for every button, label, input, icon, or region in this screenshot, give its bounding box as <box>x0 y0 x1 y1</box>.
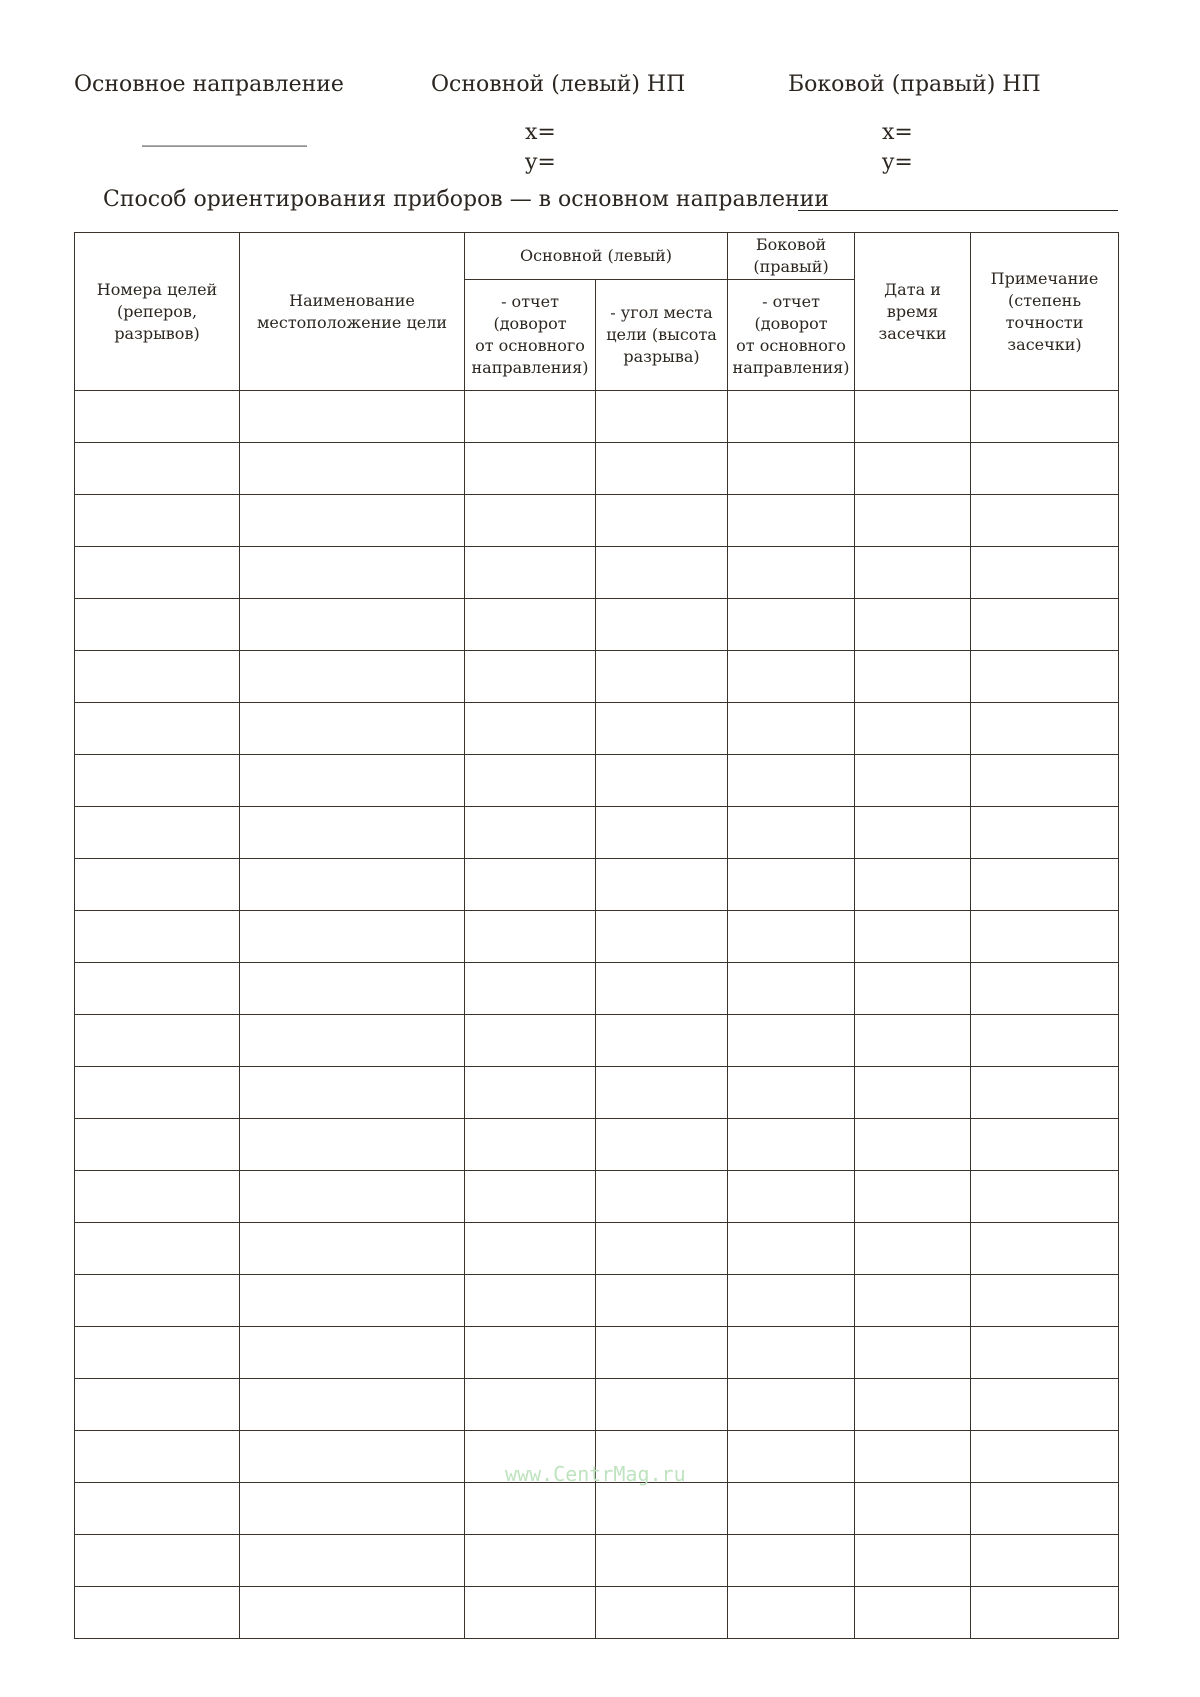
left-angle-cell[interactable] <box>596 807 728 859</box>
left-np-x: x= <box>525 120 556 145</box>
table-row <box>75 1067 1119 1119</box>
left-reading-cell[interactable] <box>465 1587 596 1639</box>
left-reading-cell[interactable] <box>465 703 596 755</box>
left-reading-cell[interactable] <box>465 1067 596 1119</box>
col-header-note: Примечание (степень точности засечки) <box>971 233 1119 391</box>
main-direction-blank[interactable]: _______________ <box>142 122 307 147</box>
table-row <box>75 1483 1119 1535</box>
datetime-cell[interactable] <box>855 1275 971 1327</box>
note-cell[interactable] <box>971 651 1119 703</box>
datetime-cell[interactable] <box>855 1379 971 1431</box>
target-name-cell[interactable] <box>240 807 465 859</box>
table-row <box>75 1275 1119 1327</box>
right-reading-cell[interactable] <box>728 599 855 651</box>
left-angle-cell[interactable] <box>596 1535 728 1587</box>
right-reading-cell[interactable] <box>728 755 855 807</box>
right-reading-cell[interactable] <box>728 1535 855 1587</box>
note-cell[interactable] <box>971 859 1119 911</box>
note-cell[interactable] <box>971 1223 1119 1275</box>
main-direction-label: Основное направление <box>74 72 344 97</box>
target-name-cell[interactable] <box>240 651 465 703</box>
target-name-cell[interactable] <box>240 599 465 651</box>
table-body <box>75 391 1119 1639</box>
note-cell[interactable] <box>971 1327 1119 1379</box>
target-number-cell[interactable] <box>75 859 240 911</box>
datetime-cell[interactable] <box>855 1171 971 1223</box>
group-header-left-np: Основной (левый) <box>465 233 728 280</box>
target-name-cell[interactable] <box>240 1223 465 1275</box>
left-np-label: Основной (левый) НП <box>431 72 686 97</box>
target-number-cell[interactable] <box>75 1379 240 1431</box>
datetime-cell[interactable] <box>855 755 971 807</box>
note-cell[interactable] <box>971 1015 1119 1067</box>
target-name-cell[interactable] <box>240 495 465 547</box>
left-angle-cell[interactable] <box>596 911 728 963</box>
left-reading-cell[interactable] <box>465 1171 596 1223</box>
table-row <box>75 1171 1119 1223</box>
target-number-cell[interactable] <box>75 391 240 443</box>
left-angle-cell[interactable] <box>596 703 728 755</box>
right-reading-cell[interactable] <box>728 443 855 495</box>
right-np-y: y= <box>882 150 913 175</box>
target-name-cell[interactable] <box>240 755 465 807</box>
right-reading-cell[interactable] <box>728 703 855 755</box>
left-reading-cell[interactable] <box>465 1275 596 1327</box>
table-row <box>75 1223 1119 1275</box>
target-name-cell[interactable] <box>240 1379 465 1431</box>
target-name-cell[interactable] <box>240 1431 465 1483</box>
left-reading-cell[interactable] <box>465 1327 596 1379</box>
target-name-cell[interactable] <box>240 1535 465 1587</box>
target-number-cell[interactable] <box>75 651 240 703</box>
table-row <box>75 807 1119 859</box>
right-reading-cell[interactable] <box>728 1171 855 1223</box>
right-reading-cell[interactable] <box>728 1327 855 1379</box>
left-angle-cell[interactable] <box>596 755 728 807</box>
target-name-cell[interactable] <box>240 1327 465 1379</box>
target-number-cell[interactable] <box>75 807 240 859</box>
datetime-cell[interactable] <box>855 1535 971 1587</box>
left-reading-cell[interactable] <box>465 599 596 651</box>
left-reading-cell[interactable] <box>465 495 596 547</box>
note-cell[interactable] <box>971 547 1119 599</box>
target-number-cell[interactable] <box>75 1015 240 1067</box>
target-number-cell[interactable] <box>75 443 240 495</box>
target-number-cell[interactable] <box>75 1119 240 1171</box>
note-cell[interactable] <box>971 703 1119 755</box>
left-reading-cell[interactable] <box>465 1223 596 1275</box>
note-cell[interactable] <box>971 1171 1119 1223</box>
datetime-cell[interactable] <box>855 1587 971 1639</box>
target-number-cell[interactable] <box>75 1223 240 1275</box>
note-cell[interactable] <box>971 1275 1119 1327</box>
left-angle-cell[interactable] <box>596 1587 728 1639</box>
note-cell[interactable] <box>971 391 1119 443</box>
note-cell[interactable] <box>971 911 1119 963</box>
note-cell[interactable] <box>971 1431 1119 1483</box>
left-angle-cell[interactable] <box>596 547 728 599</box>
datetime-cell[interactable] <box>855 1483 971 1535</box>
datetime-cell[interactable] <box>855 391 971 443</box>
note-cell[interactable] <box>971 1119 1119 1171</box>
datetime-cell[interactable] <box>855 911 971 963</box>
target-number-cell[interactable] <box>75 547 240 599</box>
target-number-cell[interactable] <box>75 755 240 807</box>
right-reading-cell[interactable] <box>728 1067 855 1119</box>
target-name-cell[interactable] <box>240 1171 465 1223</box>
left-angle-cell[interactable] <box>596 1119 728 1171</box>
note-cell[interactable] <box>971 1067 1119 1119</box>
left-angle-cell[interactable] <box>596 495 728 547</box>
right-reading-cell[interactable] <box>728 1119 855 1171</box>
target-number-cell[interactable] <box>75 1535 240 1587</box>
table-row <box>75 599 1119 651</box>
datetime-cell[interactable] <box>855 1431 971 1483</box>
right-np-label: Боковой (правый) НП <box>788 72 1041 97</box>
target-number-cell[interactable] <box>75 1483 240 1535</box>
right-reading-cell[interactable] <box>728 1015 855 1067</box>
datetime-cell[interactable] <box>855 547 971 599</box>
note-cell[interactable] <box>971 963 1119 1015</box>
right-reading-cell[interactable] <box>728 911 855 963</box>
left-angle-cell[interactable] <box>596 1171 728 1223</box>
table-row <box>75 547 1119 599</box>
col-header-target-numbers: Номера целей (реперов, разрывов) <box>75 233 240 391</box>
note-cell[interactable] <box>971 807 1119 859</box>
table-row <box>75 703 1119 755</box>
table-row <box>75 1119 1119 1171</box>
target-number-cell[interactable] <box>75 1587 240 1639</box>
left-angle-cell[interactable] <box>596 1067 728 1119</box>
left-reading-cell[interactable] <box>465 443 596 495</box>
note-cell[interactable] <box>971 1379 1119 1431</box>
table-row <box>75 1379 1119 1431</box>
right-reading-cell[interactable] <box>728 547 855 599</box>
left-reading-cell[interactable] <box>465 807 596 859</box>
target-number-cell[interactable] <box>75 911 240 963</box>
note-cell[interactable] <box>971 755 1119 807</box>
target-name-cell[interactable] <box>240 703 465 755</box>
target-name-cell[interactable] <box>240 443 465 495</box>
datetime-cell[interactable] <box>855 651 971 703</box>
left-reading-cell[interactable] <box>465 1119 596 1171</box>
right-reading-cell[interactable] <box>728 651 855 703</box>
datetime-cell[interactable] <box>855 859 971 911</box>
left-angle-cell[interactable] <box>596 963 728 1015</box>
target-number-cell[interactable] <box>75 495 240 547</box>
orientation-method-blank[interactable] <box>798 210 1118 211</box>
right-reading-cell[interactable] <box>728 1587 855 1639</box>
right-reading-cell[interactable] <box>728 495 855 547</box>
col-header-target-name: Наименование местоположение цели <box>240 233 465 391</box>
target-name-cell[interactable] <box>240 911 465 963</box>
right-reading-cell[interactable] <box>728 1223 855 1275</box>
left-reading-cell[interactable] <box>465 963 596 1015</box>
right-reading-cell[interactable] <box>728 1431 855 1483</box>
target-name-cell[interactable] <box>240 1275 465 1327</box>
target-number-cell[interactable] <box>75 1275 240 1327</box>
target-number-cell[interactable] <box>75 1171 240 1223</box>
left-angle-cell[interactable] <box>596 1327 728 1379</box>
right-reading-cell[interactable] <box>728 963 855 1015</box>
target-name-cell[interactable] <box>240 1587 465 1639</box>
target-name-cell[interactable] <box>240 547 465 599</box>
table-row <box>75 911 1119 963</box>
left-reading-cell[interactable] <box>465 1015 596 1067</box>
left-reading-cell[interactable] <box>465 391 596 443</box>
left-angle-cell[interactable] <box>596 1015 728 1067</box>
left-angle-cell[interactable] <box>596 1223 728 1275</box>
datetime-cell[interactable] <box>855 963 971 1015</box>
target-number-cell[interactable] <box>75 1327 240 1379</box>
target-number-cell[interactable] <box>75 1431 240 1483</box>
left-np-y: y= <box>525 150 556 175</box>
table-row <box>75 859 1119 911</box>
note-cell[interactable] <box>971 1587 1119 1639</box>
target-name-cell[interactable] <box>240 1067 465 1119</box>
table-row <box>75 651 1119 703</box>
datetime-cell[interactable] <box>855 807 971 859</box>
target-name-cell[interactable] <box>240 1015 465 1067</box>
table-row <box>75 1587 1119 1639</box>
left-angle-cell[interactable] <box>596 651 728 703</box>
note-cell[interactable] <box>971 599 1119 651</box>
left-reading-cell[interactable] <box>465 1379 596 1431</box>
note-cell[interactable] <box>971 1535 1119 1587</box>
target-name-cell[interactable] <box>240 391 465 443</box>
target-number-cell[interactable] <box>75 963 240 1015</box>
targets-table <box>74 232 1119 1639</box>
table-row <box>75 495 1119 547</box>
datetime-cell[interactable] <box>855 703 971 755</box>
left-reading-cell[interactable] <box>465 547 596 599</box>
right-np-x: x= <box>882 120 913 145</box>
target-name-cell[interactable] <box>240 1119 465 1171</box>
left-angle-cell[interactable] <box>596 859 728 911</box>
datetime-cell[interactable] <box>855 599 971 651</box>
left-angle-cell[interactable] <box>596 1483 728 1535</box>
datetime-cell[interactable] <box>855 1015 971 1067</box>
note-cell[interactable] <box>971 495 1119 547</box>
watermark: www.CentrMag.ru <box>505 1462 686 1486</box>
table-row <box>75 1535 1119 1587</box>
target-number-cell[interactable] <box>75 599 240 651</box>
right-reading-cell[interactable] <box>728 807 855 859</box>
col-header-left-angle: - угол места цели (высота разрыва) <box>596 280 728 391</box>
table-row <box>75 1015 1119 1067</box>
right-reading-cell[interactable] <box>728 1483 855 1535</box>
col-header-datetime: Дата и время засечки <box>855 233 971 391</box>
right-reading-cell[interactable] <box>728 1275 855 1327</box>
right-reading-cell[interactable] <box>728 391 855 443</box>
table-row <box>75 755 1119 807</box>
note-cell[interactable] <box>971 443 1119 495</box>
left-angle-cell[interactable] <box>596 443 728 495</box>
right-reading-cell[interactable] <box>728 859 855 911</box>
datetime-cell[interactable] <box>855 1119 971 1171</box>
target-name-cell[interactable] <box>240 963 465 1015</box>
table-row <box>75 443 1119 495</box>
left-reading-cell[interactable] <box>465 859 596 911</box>
target-name-cell[interactable] <box>240 1483 465 1535</box>
right-reading-cell[interactable] <box>728 1379 855 1431</box>
left-angle-cell[interactable] <box>596 1379 728 1431</box>
left-reading-cell[interactable] <box>465 1535 596 1587</box>
target-name-cell[interactable] <box>240 859 465 911</box>
left-reading-cell[interactable] <box>465 755 596 807</box>
table-row <box>75 391 1119 443</box>
left-angle-cell[interactable] <box>596 599 728 651</box>
note-cell[interactable] <box>971 1483 1119 1535</box>
datetime-cell[interactable] <box>855 1067 971 1119</box>
col-header-left-reading: - отчет (доворот от основного направления) <box>465 280 596 391</box>
left-reading-cell[interactable] <box>465 1483 596 1535</box>
left-angle-cell[interactable] <box>596 391 728 443</box>
left-reading-cell[interactable] <box>465 651 596 703</box>
datetime-cell[interactable] <box>855 443 971 495</box>
table-row <box>75 963 1119 1015</box>
datetime-cell[interactable] <box>855 1223 971 1275</box>
table-row <box>75 1327 1119 1379</box>
left-reading-cell[interactable] <box>465 911 596 963</box>
datetime-cell[interactable] <box>855 1327 971 1379</box>
target-number-cell[interactable] <box>75 1067 240 1119</box>
group-header-right-np: Боковой (правый) <box>728 233 855 280</box>
datetime-cell[interactable] <box>855 495 971 547</box>
orientation-method-label: Способ ориентирования приборов — в основном направлении <box>103 187 829 212</box>
target-number-cell[interactable] <box>75 703 240 755</box>
col-header-right-reading: - отчет (доворот от основного направления) <box>728 280 855 391</box>
left-angle-cell[interactable] <box>596 1275 728 1327</box>
